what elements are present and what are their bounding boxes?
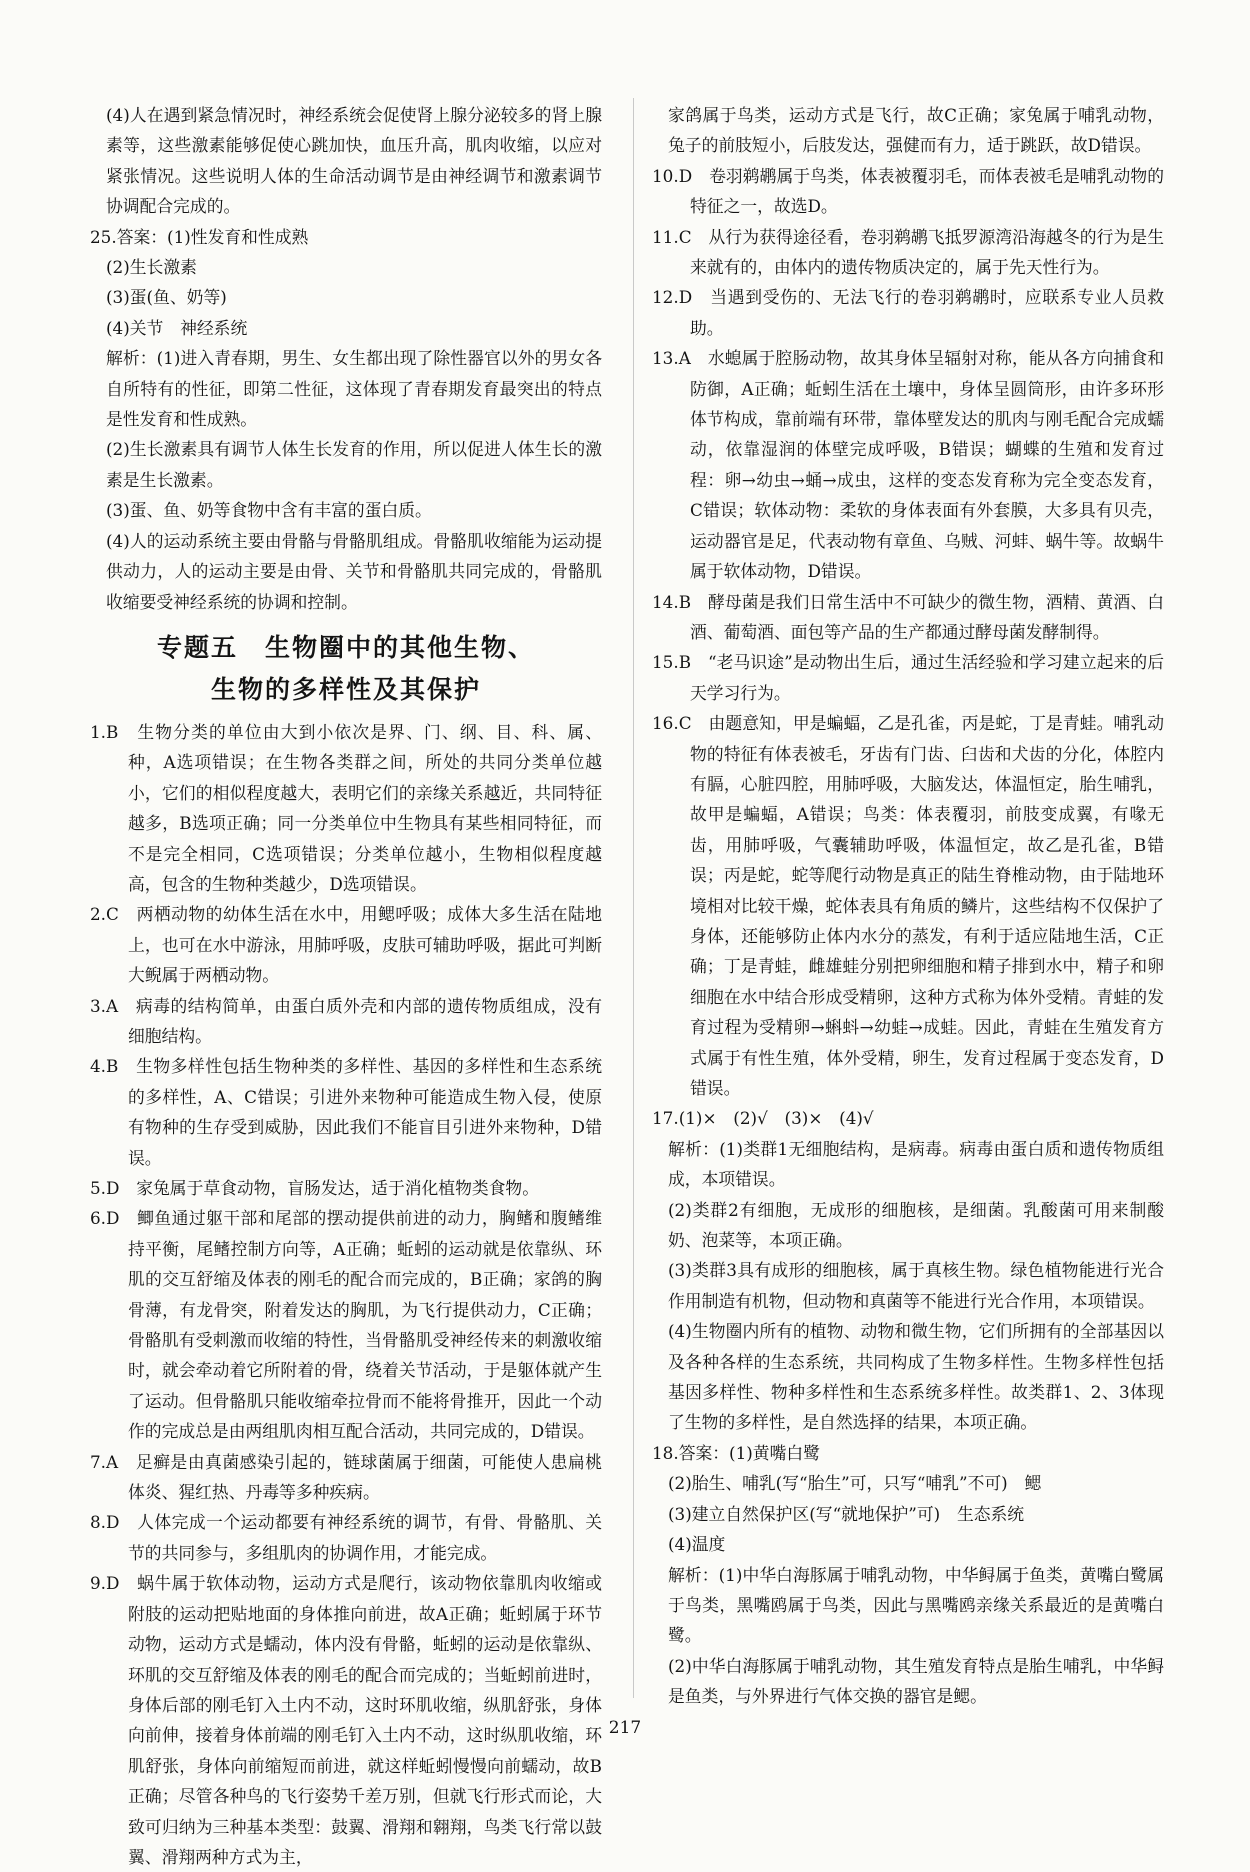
analysis-17-2: (2)类群2有细胞，无成形的细胞核，是细菌。乳酸菌可用来制酸奶、泡菜等，本项正确。 xyxy=(668,1199,1164,1251)
question-9: 9.D 蜗牛属于软体动物，运动方式是爬行，该动物依靠肌肉收缩或附肢的运动把贴地面的身体推向前进，故A正确；蚯蚓属于环节动物，运动方式是蠕动，体内没有骨骼，蚯蚓的运动是依靠纵、环肌的交互舒缩及体表的刚毛的配合而完成的；当蚯蚓前进时，身体后部的刚毛钉入土内不动，这时环肌收缩，纵肌舒张，身体向前伸，接着身体前端的刚毛钉入土内不动，这时纵肌收缩，环肌舒张，身体向前缩短而前进，就这样蚯蚓慢慢向前蠕动，故B正确；尽管各种鸟的飞行姿势千差万别，但就飞行形式而论，大致可归纳为三种基本类型：鼓翼、滑翔和翱翔，鸟类飞行常以鼓翼、滑翔两种方式为主， xyxy=(90,1573,602,1867)
question-12: 12.D 当遇到受伤的、无法飞行的卷羽鹈鹕时，应联系专业人员救助。 xyxy=(652,287,1164,338)
analysis-17-3: (3)类群3具有成形的细胞核，属于真核生物。绿色植物能进行光合作用制造有机物，但动物和真菌等不能进行光合作用，本项错误。 xyxy=(668,1260,1164,1311)
question-5: 5.D 家兔属于草食动物，盲肠发达，适于消化植物类食物。 xyxy=(90,1178,539,1198)
analysis-17-4: (4)生物圈内所有的植物、动物和微生物，它们所拥有的全部基因以及各种各样的生态系统，共同构成了生物多样性。生物多样性包括基因多样性、物种多样性和生态系统多样性。故类群1、2、3体现了生物的多样性，是自然选择的结果，本项正确。 xyxy=(668,1321,1164,1433)
question-15: 15.B “老马识途”是动物出生后，通过生活经验和学习建立起来的后天学习行为。 xyxy=(652,652,1164,703)
section-title-line-2: 生物的多样性及其保护 xyxy=(210,674,481,704)
analysis-17-1: 解析：(1)类群1无细胞结构，是病毒。病毒由蛋白质和遗传物质组成，本项错误。 xyxy=(668,1138,1164,1190)
answer-18-2: (2)胎生、哺乳(写“胎生”可，只写“哺乳”不可) 鳃 xyxy=(668,1473,1042,1494)
analysis-paragraph: (2)生长激素具有调节人体生长发育的作用，所以促进人体生长的激素是生长激素。 xyxy=(106,439,602,490)
question-18: 18.答案：(1)黄嘴白鹭 xyxy=(652,1442,820,1463)
section-title xyxy=(90,627,602,711)
section-title-line-1: 专题五 生物圈中的其他生物、 xyxy=(156,632,535,662)
question-11: 11.C 从行为获得途径看，卷羽鹈鹕飞抵罗源湾沿海越冬的行为是生来就有的，由体内的遗传物质决定的，属于先天性行为。 xyxy=(652,226,1164,278)
answer-18-4: (4)温度 xyxy=(668,1534,726,1555)
analysis-18-2: (2)中华白海豚属于哺乳动物，其生殖发育特点是胎生哺乳，中华鲟是鱼类，与外界进行气体交换的器官是鳃。 xyxy=(668,1655,1164,1707)
analysis-paragraph: (4)人的运动系统主要由骨骼与骨骼肌组成。骨骼肌收缩能为运动提供动力，人的运动主要是由骨、关节和骨骼肌共同完成的，骨骼肌收缩要受神经系统的协调和控制。 xyxy=(106,530,602,612)
right-column xyxy=(652,100,1164,1712)
column-divider xyxy=(633,98,634,1698)
analysis-paragraph: (3)蛋、鱼、奶等食物中含有丰富的蛋白质。 xyxy=(106,500,432,521)
answer-25: 25.答案：(1)性发育和性成熟 xyxy=(90,226,309,247)
answer-18-3: (3)建立自然保护区(写“就地保护”可) 生态系统 xyxy=(668,1503,1025,1524)
question-16: 16.C 由题意知，甲是蝙蝠，乙是孔雀，丙是蛇，丁是青蛙。哺乳动物的特征有体表被毛，牙齿有门齿、臼齿和犬齿的分化，体腔内有膈，心脏四腔，用肺呼吸，大脑发达，体温恒定，胎生哺乳，故甲是蝙蝠，A错误；鸟类：体表覆羽，前肢变成翼，有喙无齿，用肺呼吸，气囊辅助呼吸，体温恒定，故乙是孔雀，B错误；丙是蛇，蛇等爬行动物是真正的陆生脊椎动物，由于陆地环境相对比较干燥，蛇体表具有角质的鳞片，这些结构不仅保护了身体，还能够防止体内水分的蒸发，有利于适应陆地生活，C正确；丁是青蛙，雌雄蛙分别把卵细胞和精子排到水中，精子和卵细胞在水中结合形成受精卵，这种方式称为体外受精。青蛙的发育过程为受精卵→蝌蚪→幼蛙→成蛙。因此，青蛙在生殖发育方式属于有性生殖，体外受精，卵生，发育过程属于变态发育，D错误。 xyxy=(652,713,1164,1098)
page-number: 217 xyxy=(608,1718,642,1738)
question-10: 10.D 卷羽鹈鹕属于鸟类，体表被覆羽毛，而体表被毛是哺乳动物的特征之一，故选D。 xyxy=(652,165,1164,217)
answer-line: (2)生长激素 xyxy=(106,257,197,278)
question-8: 8.D 人体完成一个运动都要有神经系统的调节，有骨、骨骼肌、关节的共同参与，多组肌肉的协调作用，才能完成。 xyxy=(90,1512,602,1563)
question-14: 14.B 酵母菌是我们日常生活中不可缺少的微生物，酒精、黄酒、白酒、葡萄酒、面包等产品的生产都通过酵母菌发酵制得。 xyxy=(652,591,1164,642)
answer-line: (3)蛋(鱼、奶等) xyxy=(106,287,227,308)
question-9-continued: 家鸽属于鸟类，运动方式是飞行，故C正确；家兔属于哺乳动物，兔子的前肢短小，后肢发达，强健而有力，适于跳跃，故D错误。 xyxy=(668,105,1164,156)
question-7: 7.A 足癣是由真菌感染引起的，链球菌属于细菌，可能使人患扁桃体炎、猩红热、丹毒等多种疾病。 xyxy=(90,1451,602,1503)
question-4: 4.B 生物多样性包括生物种类的多样性、基因的多样性和生态系统的多样性，A、C错误；引进外来物种可能造成生物入侵，使原有物种的生存受到威胁，因此我们不能盲目引进外来物种，D错误。 xyxy=(90,1056,602,1168)
analysis-paragraph: 解析：(1)进入青春期，男生、女生都出现了除性器官以外的男女各自所特有的性征，即第二性征，这体现了青春期发育最突出的特点是性发育和性成熟。 xyxy=(106,348,602,430)
question-1: 1.B 生物分类的单位由大到小依次是界、门、纲、目、科、属、种，A选项错误；在生物各类群之间，所处的共同分类单位越小，它们的相似程度越大，表明它们的亲缘关系越近，共同特征越多，B选项正确；同一分类单位中生物具有某些相同特征，而不是完全相同，C选项错误；分类单位越小，生物相似程度越高，包含的生物种类越少，D选项错误。 xyxy=(90,721,602,894)
question-2: 2.C 两栖动物的幼体生活在水中，用鳃呼吸；成体大多生活在陆地上，也可在水中游泳，用肺呼吸，皮肤可辅助呼吸，据此可判断大鲵属于两栖动物。 xyxy=(90,904,602,986)
answer-line: (4)关节 神经系统 xyxy=(106,317,248,338)
question-6: 6.D 鲫鱼通过躯干部和尾部的摆动提供前进的动力，胸鳍和腹鳍维持平衡，尾鳍控制方向等，A正确；蚯蚓的运动就是依靠纵、环肌的交互舒缩及体表的刚毛的配合而完成的，B正确；家鸽的胸骨薄，有龙骨突，附着发达的胸肌，为飞行提供动力，C正确；骨骼肌有受刺激而收缩的特性，当骨骼肌受神经传来的刺激收缩时，就会牵动着它所附着的骨，绕着关节活动，于是躯体就产生了运动。但骨骼肌只能收缩牵拉骨而不能将骨推开，因此一个动作的完成总是由两组肌肉相互配合活动，共同完成的，D错误。 xyxy=(90,1208,602,1442)
analysis-18-1: 解析：(1)中华白海豚属于哺乳动物，中华鲟属于鱼类，黄嘴白鹭属于鸟类，黑嘴鸥属于鸟类，因此与黑嘴鸥亲缘关系最近的是黄嘴白鹭。 xyxy=(668,1564,1164,1646)
paragraph: (4)人在遇到紧急情况时，神经系统会促使肾上腺分泌较多的肾上腺素等，这些激素能够促使心跳加快，血压升高，肌肉收缩，以应对紧张情况。这些说明人体的生命活动调节是由神经调节和激素调节协调配合完成的。 xyxy=(106,105,602,217)
question-17: 17.(1)× (2)√ (3)× (4)√ xyxy=(652,1108,874,1129)
question-13: 13.A 水螅属于腔肠动物，故其身体呈辐射对称，能从各方向捕食和防御，A正确；蚯蚓生活在土壤中，身体呈圆筒形，由许多环形体节构成，靠前端有环带，靠体壁发达的肌肉与刚毛配合完成蠕动，依靠湿润的体壁完成呼吸，B错误；蝴蝶的生殖和发育过程：卵→幼虫→蛹→成虫，这样的变态发育称为完全变态发育，C错误；软体动物：柔软的身体表面有外套膜，大多具有贝壳，运动器官是足，代表动物有章鱼、乌贼、河蚌、蜗牛等。故蜗牛属于软体动物，D错误。 xyxy=(652,348,1164,582)
question-3: 3.A 病毒的结构简单，由蛋白质外壳和内部的遗传物质组成，没有细胞结构。 xyxy=(90,995,602,1046)
left-column xyxy=(90,100,602,1872)
